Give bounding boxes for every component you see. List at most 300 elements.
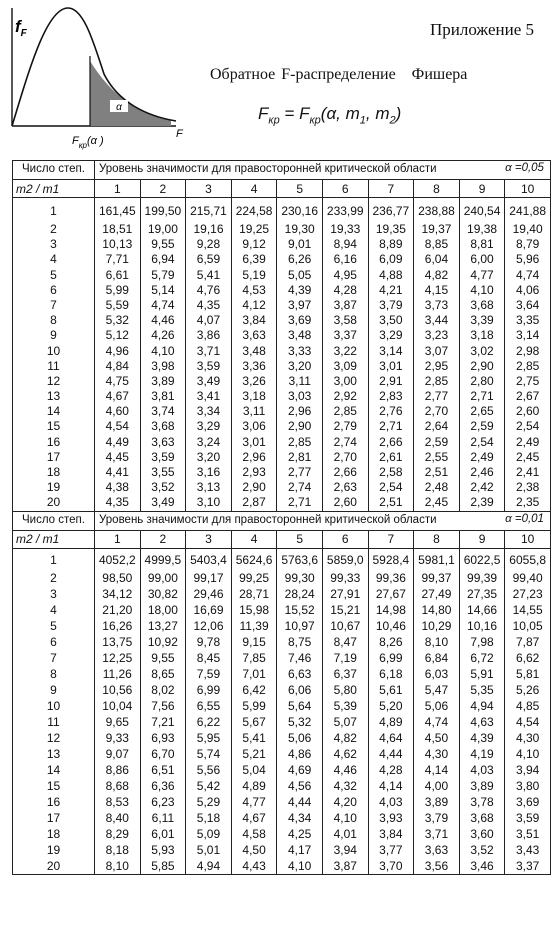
table-cell: 34,12 bbox=[102, 586, 133, 601]
table-cell: 2,85 bbox=[333, 404, 357, 419]
table-cell: 4,46 bbox=[333, 762, 357, 777]
table-cell: 99,25 bbox=[239, 570, 270, 585]
table-cell: 3,29 bbox=[196, 419, 221, 434]
table-cell: 4,00 bbox=[424, 778, 449, 793]
table-cell: 10,97 bbox=[284, 618, 315, 633]
row-label: 18 bbox=[46, 826, 61, 841]
table-cell: 8,47 bbox=[333, 634, 357, 649]
table-cell: 2,41 bbox=[515, 465, 540, 479]
table-cell: 5,12 bbox=[105, 328, 129, 343]
column-header: 9 bbox=[459, 530, 505, 548]
column-header: 7 bbox=[368, 180, 414, 198]
table-cell: 3,18 bbox=[470, 328, 494, 343]
table-cell: 5,99 bbox=[242, 698, 266, 713]
table-cell: 15,21 bbox=[330, 602, 361, 617]
table-cell: 2,96 bbox=[242, 449, 266, 464]
table-cell: 3,01 bbox=[242, 434, 266, 449]
table-cell: 2,66 bbox=[333, 465, 357, 479]
page-title bbox=[210, 66, 467, 84]
value-column bbox=[95, 548, 141, 874]
row-label: 20 bbox=[46, 858, 61, 873]
table-cell: 27,35 bbox=[467, 586, 498, 601]
table-cell: 8,68 bbox=[105, 778, 129, 793]
column-header-row bbox=[13, 530, 551, 548]
row-label: 9 bbox=[50, 328, 57, 343]
table-cell: 3,64 bbox=[515, 297, 540, 312]
table-cell: 3,68 bbox=[470, 810, 494, 825]
table-cell: 8,10 bbox=[424, 634, 449, 649]
table-cell: 3,81 bbox=[151, 389, 175, 404]
row-label: 3 bbox=[50, 237, 57, 252]
table-cell: 4,01 bbox=[333, 826, 357, 841]
table-cell: 2,85 bbox=[424, 373, 449, 388]
table-cell: 3,20 bbox=[287, 358, 312, 373]
table-cell: 2,58 bbox=[379, 465, 403, 479]
value-column bbox=[368, 548, 414, 874]
table-cell: 236,77 bbox=[372, 204, 410, 218]
table-cell: 3,77 bbox=[379, 842, 403, 857]
table-cell: 4,34 bbox=[287, 810, 312, 825]
table-cell: 3,73 bbox=[424, 297, 449, 312]
table-cell: 2,67 bbox=[515, 389, 540, 404]
table-cell: 2,87 bbox=[242, 495, 266, 510]
table-cell: 19,37 bbox=[421, 222, 452, 236]
table-cell: 8,85 bbox=[424, 237, 449, 252]
table-cell: 27,91 bbox=[330, 586, 361, 601]
table-cell: 5,91 bbox=[470, 666, 494, 681]
table-cell: 2,96 bbox=[287, 404, 312, 419]
row-label: 11 bbox=[47, 358, 60, 373]
value-column bbox=[186, 548, 232, 874]
significance-level-header bbox=[95, 161, 551, 180]
table-cell: 6,93 bbox=[151, 730, 175, 745]
corner-label: Число степ. bbox=[13, 161, 95, 180]
table-cell: 6022,5 bbox=[463, 552, 501, 567]
row-label: 14 bbox=[46, 404, 61, 419]
table-cell: 27,23 bbox=[512, 586, 543, 601]
table-cell: 6,11 bbox=[151, 810, 175, 825]
table-cell: 4,07 bbox=[196, 313, 221, 328]
table-cell: 2,45 bbox=[424, 495, 449, 510]
table-cell: 4,38 bbox=[105, 480, 129, 495]
table-cell: 6,37 bbox=[333, 666, 357, 681]
table-cell: 2,64 bbox=[424, 419, 449, 434]
table-cell: 12,06 bbox=[193, 618, 224, 633]
table-cell: 4,10 bbox=[287, 858, 312, 873]
table-cell: 4,82 bbox=[333, 730, 357, 745]
table-cell: 3,11 bbox=[242, 404, 266, 419]
row-label: 4 bbox=[50, 252, 57, 267]
row-label: 10 bbox=[46, 698, 61, 713]
table-cell: 6,61 bbox=[105, 267, 129, 282]
table-cell: 3,94 bbox=[333, 842, 357, 857]
row-label: 1 bbox=[50, 552, 57, 567]
table-cell: 3,80 bbox=[515, 778, 540, 793]
table-cell: 3,36 bbox=[242, 358, 266, 373]
f-distribution-chart bbox=[6, 4, 190, 154]
table-cell: 3,68 bbox=[470, 297, 494, 312]
column-header: 6 bbox=[322, 530, 368, 548]
table-cell: 2,93 bbox=[242, 465, 266, 479]
table-cell: 7,85 bbox=[242, 650, 266, 665]
table-cell: 3,24 bbox=[196, 434, 221, 449]
table-cell: 5,99 bbox=[105, 282, 129, 297]
title-part-2: Фишера bbox=[411, 66, 468, 83]
table-cell: 4,54 bbox=[515, 714, 540, 729]
table-cell: 6,26 bbox=[287, 252, 312, 267]
value-column bbox=[277, 548, 323, 874]
table-cell: 3,84 bbox=[242, 313, 266, 328]
table-cell: 6,42 bbox=[242, 682, 266, 697]
table-cell: 3,56 bbox=[424, 858, 449, 873]
table-cell: 5,09 bbox=[196, 826, 221, 841]
row-label: 6 bbox=[50, 282, 57, 297]
column-header: 6 bbox=[322, 180, 368, 198]
y-axis-label: $f_F$ bbox=[15, 17, 27, 39]
table-cell: 3,43 bbox=[515, 842, 540, 857]
value-column bbox=[368, 198, 414, 512]
table-cell: 3,29 bbox=[379, 328, 403, 343]
table-cell: 8,10 bbox=[105, 858, 129, 873]
table-cell: 4,10 bbox=[515, 746, 540, 761]
value-column bbox=[140, 198, 186, 512]
table-cell: 3,39 bbox=[470, 313, 494, 328]
table-cell: 4,94 bbox=[470, 698, 494, 713]
table-cell: 8,40 bbox=[105, 810, 129, 825]
table-cell: 2,70 bbox=[424, 404, 449, 419]
table-cell: 4,35 bbox=[105, 495, 129, 510]
table-cell: 4,49 bbox=[105, 434, 129, 449]
table-cell: 2,74 bbox=[333, 434, 357, 449]
table-cell: 9,28 bbox=[196, 237, 221, 252]
value-column bbox=[140, 548, 186, 874]
table-cell: 8,79 bbox=[515, 237, 540, 252]
table-cell: 2,90 bbox=[287, 419, 312, 434]
table-cell: 3,35 bbox=[515, 313, 540, 328]
table-cell: 14,98 bbox=[375, 602, 406, 617]
table-cell: 5928,4 bbox=[372, 552, 410, 567]
column-header: 10 bbox=[505, 180, 551, 198]
table-cell: 3,78 bbox=[470, 794, 494, 809]
table-cell: 3,50 bbox=[379, 313, 403, 328]
row-label: 10 bbox=[46, 343, 61, 358]
table-cell: 4,06 bbox=[515, 282, 540, 297]
table-cell: 5,04 bbox=[242, 762, 266, 777]
table-cell: 2,71 bbox=[287, 495, 312, 510]
table-cell: 4,64 bbox=[379, 730, 403, 745]
table-cell: 11,39 bbox=[239, 618, 269, 633]
table-cell: 2,71 bbox=[379, 419, 403, 434]
table-cell: 16,26 bbox=[102, 618, 133, 633]
table-cell: 19,00 bbox=[147, 222, 178, 236]
table-cell: 6,59 bbox=[196, 252, 221, 267]
table-cell: 2,59 bbox=[470, 419, 494, 434]
table-cell: 8,65 bbox=[151, 666, 175, 681]
table-cell: 9,78 bbox=[196, 634, 221, 649]
table-cell: 4,39 bbox=[287, 282, 312, 297]
x-axis-label: F bbox=[176, 128, 183, 140]
column-header: 7 bbox=[368, 530, 414, 548]
critical-value-label: $F_{кр}(\alpha$ ) bbox=[72, 135, 104, 150]
table-cell: 3,46 bbox=[470, 858, 494, 873]
table-cell: 230,16 bbox=[281, 204, 319, 218]
value-column bbox=[322, 198, 368, 512]
row-label: 2 bbox=[50, 570, 57, 585]
table-cell: 5403,4 bbox=[190, 552, 227, 567]
table-cell: 2,39 bbox=[470, 495, 494, 510]
table-cell: 13,75 bbox=[102, 634, 133, 649]
table-cell: 4,67 bbox=[242, 810, 266, 825]
table-cell: 4,35 bbox=[196, 297, 221, 312]
table-cell: 3,10 bbox=[196, 495, 221, 510]
table-cell: 2,65 bbox=[470, 404, 494, 419]
table-cell: 5,59 bbox=[105, 297, 129, 312]
table-cell: 19,30 bbox=[284, 222, 315, 236]
title-part-1: Обратное F-распределение bbox=[210, 66, 396, 83]
table-cell: 2,55 bbox=[424, 449, 449, 464]
table-cell: 5,35 bbox=[470, 682, 494, 697]
table-cell: 6,99 bbox=[379, 650, 403, 665]
table-cell: 10,04 bbox=[102, 698, 133, 713]
table-cell: 3,86 bbox=[196, 328, 221, 343]
table-cell: 4,96 bbox=[105, 343, 129, 358]
row-label: 14 bbox=[46, 762, 61, 777]
table-cell: 4,45 bbox=[105, 449, 129, 464]
column-header: 3 bbox=[186, 530, 232, 548]
table-cell: 27,49 bbox=[421, 586, 452, 601]
table-cell: 7,21 bbox=[151, 714, 175, 729]
column-header: 8 bbox=[414, 180, 460, 198]
table-cell: 10,29 bbox=[421, 618, 452, 633]
table-cell: 3,94 bbox=[515, 762, 540, 777]
table-cell: 3,44 bbox=[424, 313, 449, 328]
table-cell: 4,26 bbox=[151, 328, 175, 343]
table-cell: 5,93 bbox=[151, 842, 175, 857]
table-cell: 9,12 bbox=[242, 237, 266, 252]
table-cell: 7,01 bbox=[242, 666, 266, 681]
table-cell: 3,09 bbox=[333, 358, 357, 373]
table-cell: 99,17 bbox=[193, 570, 224, 585]
row-label: 2 bbox=[50, 222, 57, 236]
table-cell: 98,50 bbox=[102, 570, 133, 585]
table-cell: 3,55 bbox=[151, 465, 175, 479]
table-cell: 9,01 bbox=[287, 237, 312, 252]
significance-level-label: Уровень значимости для правосторонней критической области bbox=[99, 513, 437, 526]
table-cell: 4,53 bbox=[242, 282, 266, 297]
table-cell: 241,88 bbox=[509, 204, 546, 218]
table-cell: 6,63 bbox=[287, 666, 312, 681]
table-cell: 3,49 bbox=[151, 495, 175, 510]
row-label: 3 bbox=[50, 586, 57, 601]
table-cell: 4,39 bbox=[470, 730, 494, 745]
table-cell: 2,75 bbox=[515, 373, 540, 388]
table-cell: 5859,0 bbox=[326, 552, 364, 567]
table-cell: 6,04 bbox=[424, 252, 449, 267]
table-cell: 3,79 bbox=[424, 810, 449, 825]
table-cell: 2,91 bbox=[379, 373, 403, 388]
table-cell: 5,39 bbox=[333, 698, 357, 713]
table-cell: 10,16 bbox=[467, 618, 498, 633]
table-cell: 2,54 bbox=[379, 480, 403, 495]
table-cell: 6,55 bbox=[196, 698, 221, 713]
table-cell: 6,36 bbox=[151, 778, 175, 793]
table-cell: 5,41 bbox=[196, 267, 221, 282]
significance-level-label: Уровень значимости для правосторонней критической области bbox=[99, 163, 437, 176]
table-cell: 2,42 bbox=[470, 480, 494, 495]
table-cell: 9,15 bbox=[242, 634, 266, 649]
row-label: 13 bbox=[46, 746, 61, 761]
table-cell: 8,94 bbox=[333, 237, 357, 252]
table-cell: 4,30 bbox=[515, 730, 540, 745]
table-cell: 19,25 bbox=[239, 222, 270, 236]
table-cell: 4,10 bbox=[470, 282, 494, 297]
table-cell: 4,56 bbox=[287, 778, 312, 793]
table-cell: 5,95 bbox=[196, 730, 221, 745]
row-label: 6 bbox=[50, 634, 57, 649]
appendix-label: Приложение 5 bbox=[430, 20, 534, 39]
table-cell: 3,60 bbox=[470, 826, 494, 841]
table-cell: 3,48 bbox=[242, 343, 266, 358]
table-cell: 3,20 bbox=[196, 449, 221, 464]
table-cell: 10,46 bbox=[375, 618, 406, 633]
table-cell: 4,03 bbox=[470, 762, 494, 777]
table-cell: 4,44 bbox=[287, 794, 312, 809]
table-cell: 2,51 bbox=[379, 495, 403, 510]
table-cell: 4,94 bbox=[196, 858, 221, 873]
table-cell: 2,61 bbox=[379, 449, 403, 464]
table-cell: 99,36 bbox=[375, 570, 406, 585]
table-cell: 2,95 bbox=[424, 358, 449, 373]
table-cell: 4,50 bbox=[424, 730, 449, 745]
formula: $F_{кр} = F_{кр}(\alpha$, $m_1$, $m_2$) bbox=[258, 104, 402, 127]
table-cell: 5,21 bbox=[242, 746, 266, 761]
table-cell: 3,51 bbox=[515, 826, 540, 841]
column-header: 1 bbox=[95, 530, 141, 548]
table-cell: 3,48 bbox=[287, 328, 312, 343]
table-cell: 6,01 bbox=[151, 826, 175, 841]
table-cell: 2,98 bbox=[515, 343, 540, 358]
table-cell: 4,60 bbox=[105, 404, 129, 419]
table-cell: 6,22 bbox=[196, 714, 221, 729]
table-cell: 6,99 bbox=[196, 682, 221, 697]
table-cell: 4,89 bbox=[379, 714, 403, 729]
row-label: 5 bbox=[50, 618, 57, 633]
row-label: 13 bbox=[46, 389, 61, 404]
table-cell: 4,20 bbox=[333, 794, 357, 809]
table-cell: 3,37 bbox=[333, 328, 357, 343]
table-cell: 4,19 bbox=[470, 746, 494, 761]
table-cell: 7,59 bbox=[196, 666, 221, 681]
table-cell: 6,23 bbox=[151, 794, 175, 809]
table-cell: 5,06 bbox=[424, 698, 449, 713]
row-label: 18 bbox=[46, 465, 61, 479]
table-cell: 224,58 bbox=[235, 204, 273, 218]
table-cell: 3,03 bbox=[287, 389, 312, 404]
table-cell: 3,22 bbox=[333, 343, 357, 358]
table-cell: 4,10 bbox=[333, 810, 357, 825]
table-cell: 4,46 bbox=[151, 313, 175, 328]
table-cell: 199,50 bbox=[144, 204, 182, 218]
table-cell: 4,67 bbox=[105, 389, 129, 404]
table-cell: 2,74 bbox=[287, 480, 312, 495]
row-labels-column bbox=[13, 548, 95, 874]
table-cell: 3,07 bbox=[424, 343, 449, 358]
table-cell: 2,60 bbox=[333, 495, 357, 510]
values-block bbox=[13, 548, 551, 874]
row-label: 16 bbox=[46, 434, 61, 449]
table-cell: 7,19 bbox=[333, 650, 357, 665]
table-cell: 4,17 bbox=[287, 842, 312, 857]
table-cell: 4,54 bbox=[105, 419, 129, 434]
table-cell: 4,85 bbox=[515, 698, 540, 713]
table-cell: 99,39 bbox=[467, 570, 498, 585]
table-cell: 3,49 bbox=[196, 373, 221, 388]
table-cell: 99,30 bbox=[284, 570, 315, 585]
table-cell: 4,62 bbox=[333, 746, 357, 761]
table-cell: 18,00 bbox=[147, 602, 178, 617]
table-cell: 4,15 bbox=[424, 282, 449, 297]
table-cell: 5,29 bbox=[196, 794, 221, 809]
table-cell: 3,34 bbox=[196, 404, 221, 419]
table-cell: 4,82 bbox=[424, 267, 449, 282]
table-cell: 3,52 bbox=[151, 480, 175, 495]
table-cell: 3,63 bbox=[424, 842, 449, 857]
table-cell: 3,69 bbox=[515, 794, 540, 809]
table-cell: 6,70 bbox=[151, 746, 175, 761]
table-cell: 5,64 bbox=[287, 698, 312, 713]
table-cell: 8,89 bbox=[379, 237, 403, 252]
row-label: 17 bbox=[46, 810, 61, 825]
table-cell: 4,28 bbox=[333, 282, 357, 297]
table-cell: 6,18 bbox=[379, 666, 403, 681]
table-cell: 11,26 bbox=[102, 666, 132, 681]
table-cell: 4,25 bbox=[287, 826, 312, 841]
row-label: 7 bbox=[50, 650, 57, 665]
table-cell: 3,97 bbox=[287, 297, 312, 312]
row-label: 12 bbox=[46, 373, 61, 388]
table-cell: 2,49 bbox=[470, 449, 494, 464]
column-header: 3 bbox=[186, 180, 232, 198]
table-cell: 6,09 bbox=[379, 252, 403, 267]
table-cell: 4,10 bbox=[151, 343, 175, 358]
table-cell: 2,85 bbox=[287, 434, 312, 449]
table-cell: 10,05 bbox=[512, 618, 543, 633]
table-cell: 3,14 bbox=[379, 343, 403, 358]
table-cell: 2,90 bbox=[470, 358, 494, 373]
table-cell: 5,05 bbox=[287, 267, 312, 282]
table-cell: 4,03 bbox=[379, 794, 403, 809]
table-cell: 4,74 bbox=[424, 714, 449, 729]
table-cell: 3,93 bbox=[379, 810, 403, 825]
column-header: 2 bbox=[140, 530, 186, 548]
table-cell: 6,62 bbox=[515, 650, 540, 665]
values-block bbox=[13, 198, 551, 512]
value-column bbox=[505, 548, 551, 874]
table-cell: 15,98 bbox=[239, 602, 270, 617]
row-label: 7 bbox=[50, 297, 57, 312]
table-cell: 14,66 bbox=[467, 602, 498, 617]
table-cell: 3,16 bbox=[196, 465, 221, 479]
table-cell: 3,23 bbox=[424, 328, 449, 343]
row-label: 11 bbox=[47, 714, 60, 729]
table-cell: 5,85 bbox=[151, 858, 175, 873]
column-header: 4 bbox=[231, 530, 277, 548]
table-cell: 2,66 bbox=[379, 434, 403, 449]
table-cell: 16,69 bbox=[193, 602, 224, 617]
table-cell: 4,14 bbox=[379, 778, 403, 793]
table-cell: 3,59 bbox=[515, 810, 540, 825]
table-cell: 5,67 bbox=[242, 714, 266, 729]
